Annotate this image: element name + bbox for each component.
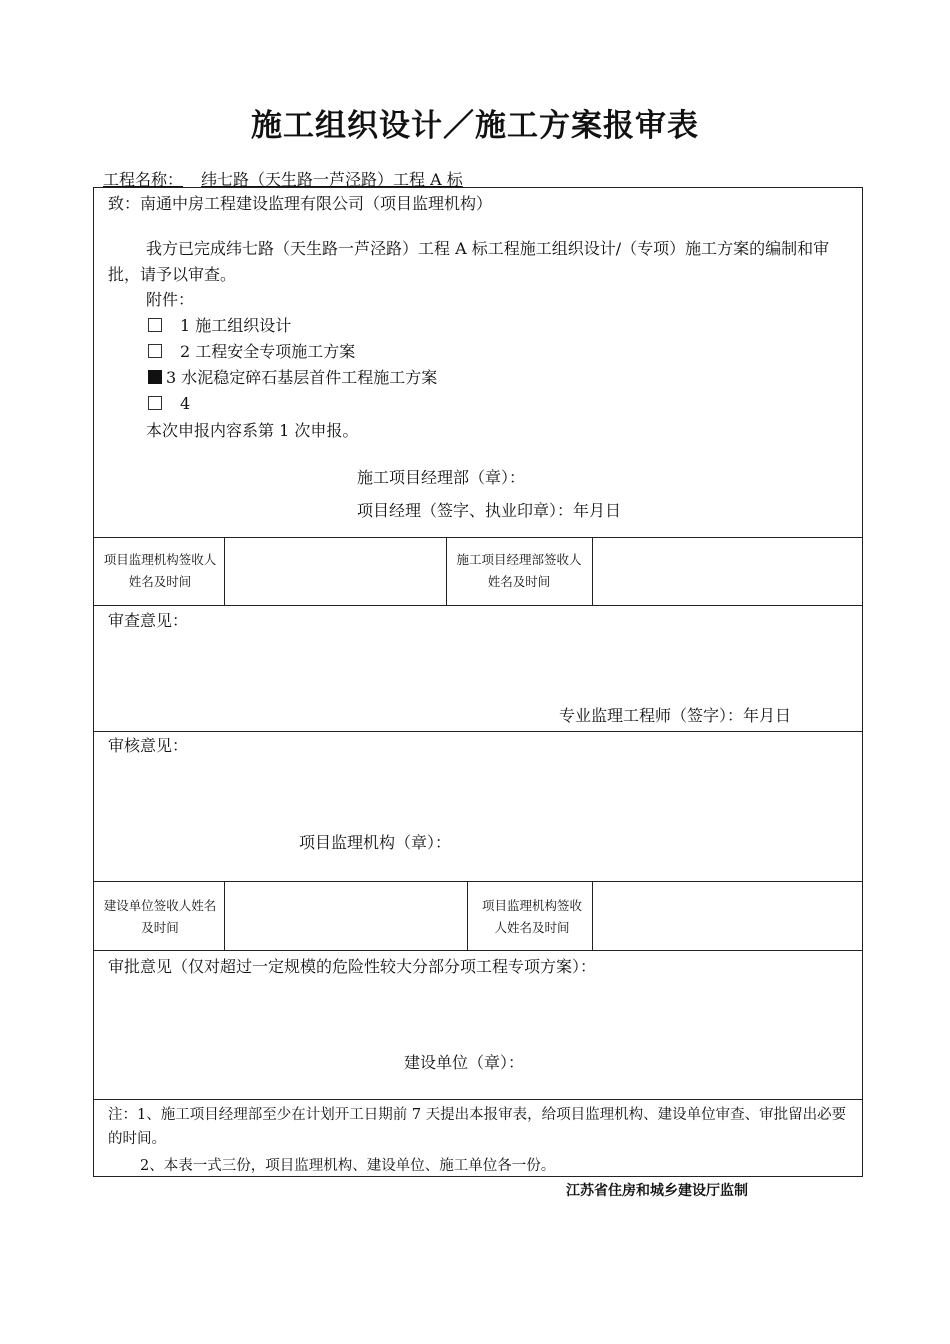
supervisor-stamp-label: 项目监理机构（章）： <box>299 833 452 852</box>
submission-count: 本次申报内容系第 1 次申报。 <box>146 421 359 440</box>
attachment-item-3[interactable] <box>148 367 437 389</box>
note-1: 注：1、施工项目经理部至少在计划开工日期前 7 天提出本报审表，给项目监理机构、建设单位审查、审批留出必要的时间。 <box>108 1107 847 1147</box>
issuer-footer: 江苏省住房和城乡建设厅监制 <box>566 1183 748 1199</box>
review-opinion-label: 审查意见： <box>108 611 189 630</box>
engineer-sign-label: 专业监理工程师（签字）：年月日 <box>559 706 792 725</box>
divider <box>93 731 863 732</box>
attachment-item-label: 2 工程安全专项施工方案 <box>180 342 356 361</box>
attachment-item-label: 3 水泥稳定碎石基层首件工程施工方案 <box>166 368 438 387</box>
divider <box>93 1099 863 1100</box>
divider <box>592 881 593 950</box>
attachments-label: 附件： <box>146 290 195 309</box>
divider <box>592 537 593 605</box>
divider <box>467 881 468 950</box>
attachment-item-label: 4 <box>180 394 191 413</box>
audit-opinion-label: 审核意见： <box>108 736 189 755</box>
checkbox-icon[interactable] <box>148 396 162 410</box>
form-title: 施工组织设计／施工方案报审表 <box>251 108 699 144</box>
note-2: 2、本表一式三份，项目监理机构、建设单位、施工单位各一份。 <box>140 1158 556 1174</box>
supervisor-receiver-label-2: 项目监理机构签收人姓名及时间 <box>481 898 582 935</box>
attachment-item-4[interactable] <box>148 393 190 415</box>
checkbox-icon[interactable] <box>148 318 162 332</box>
attachment-item-2[interactable] <box>148 341 355 363</box>
addressee: 致：南通中房工程建设监理有限公司（项目监理机构） <box>108 194 493 213</box>
divider <box>93 881 863 882</box>
divider <box>224 537 225 605</box>
project-manager-sign-label: 项目经理（签字、执业印章）：年月日 <box>357 501 622 520</box>
divider <box>224 881 225 950</box>
supervisor-receiver-label: 项目监理机构签收人姓名及时间 <box>103 552 217 589</box>
attachment-item-label: 1 施工组织设计 <box>180 316 292 335</box>
owner-receiver-label: 建设单位签收人姓名及时间 <box>103 898 217 935</box>
owner-stamp-label: 建设单位（章）： <box>404 1053 525 1072</box>
submission-body: 我方已完成纬七路（天生路一芦泾路）工程 A 标工程施工组织设计/（专项）施工方案的编制和审批，请予以审查。 <box>108 239 830 284</box>
divider <box>93 950 863 951</box>
checked-checkbox-icon[interactable] <box>148 370 162 384</box>
contractor-receiver-label: 施工项目经理部签收人姓名及时间 <box>456 552 582 589</box>
approval-opinion-label: 审批意见（仅对超过一定规模的危险性较大分部分项工程专项方案）： <box>108 957 597 976</box>
contractor-stamp-label: 施工项目经理部（章）： <box>357 468 526 487</box>
project-name-value: 纬七路（天生路一芦泾路）工程 A 标 <box>201 170 463 189</box>
project-name-label: 工程名称： <box>103 170 184 189</box>
divider <box>93 605 863 606</box>
checkbox-icon[interactable] <box>148 344 162 358</box>
attachment-item-1[interactable] <box>148 315 291 337</box>
divider <box>446 537 447 605</box>
divider <box>93 537 863 538</box>
